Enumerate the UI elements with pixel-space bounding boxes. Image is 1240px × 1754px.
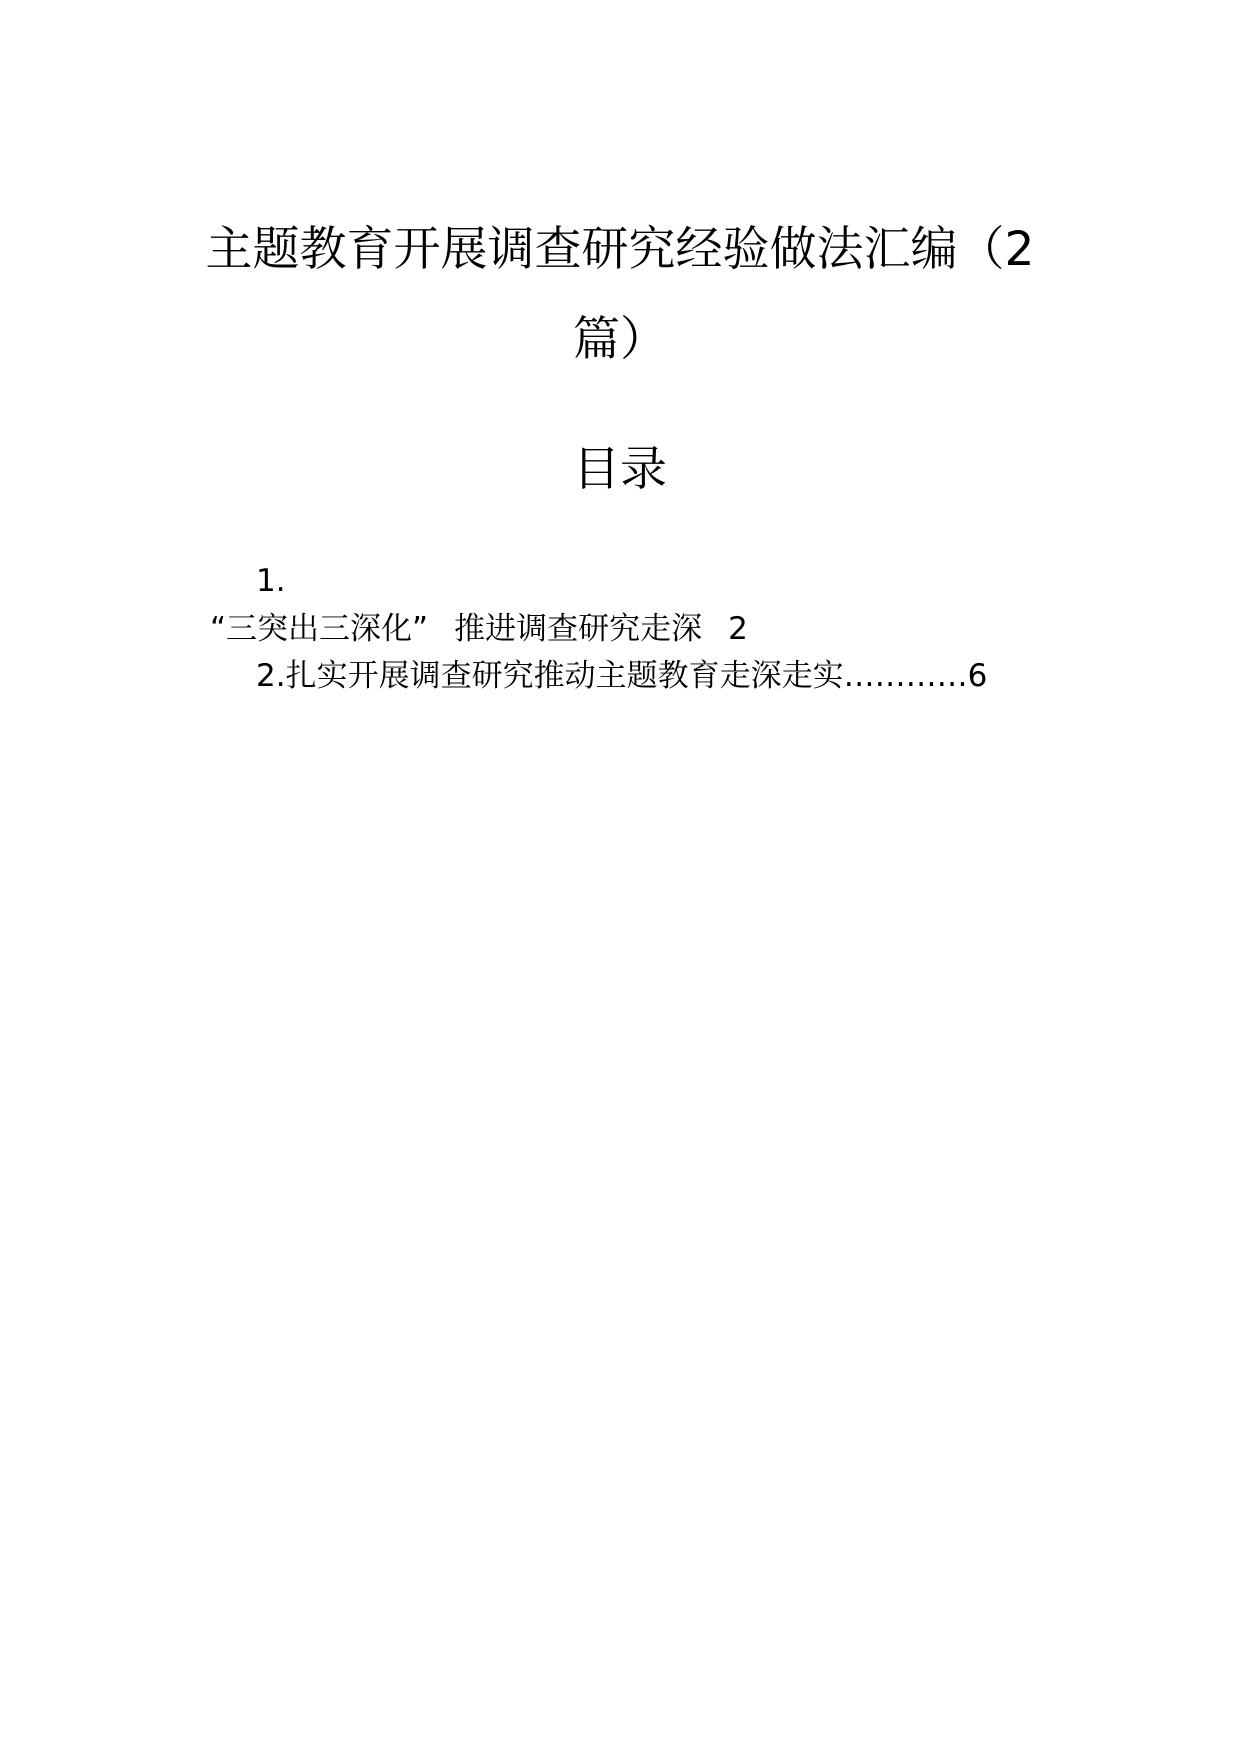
toc-item-2-entry[interactable] bbox=[256, 655, 987, 697]
toc-item-1-page: 2 bbox=[728, 611, 748, 647]
toc-item-1-number-text: 1. bbox=[256, 563, 286, 599]
toc-item-1-number bbox=[256, 560, 286, 602]
document-title: 主题教育开展调查研究经验做法汇编（2篇） bbox=[205, 222, 1035, 367]
toc-item-1-subtitle: 推进调查研究走深 bbox=[454, 611, 703, 647]
toc-item-1-title: “三突出三深化” bbox=[210, 611, 429, 647]
toc-item-1-entry[interactable] bbox=[210, 608, 748, 650]
toc-item-2-text: 2.扎实开展调查研究推动主题教育走深走实…………6 bbox=[256, 658, 988, 694]
toc-heading: 目录 bbox=[573, 442, 667, 497]
